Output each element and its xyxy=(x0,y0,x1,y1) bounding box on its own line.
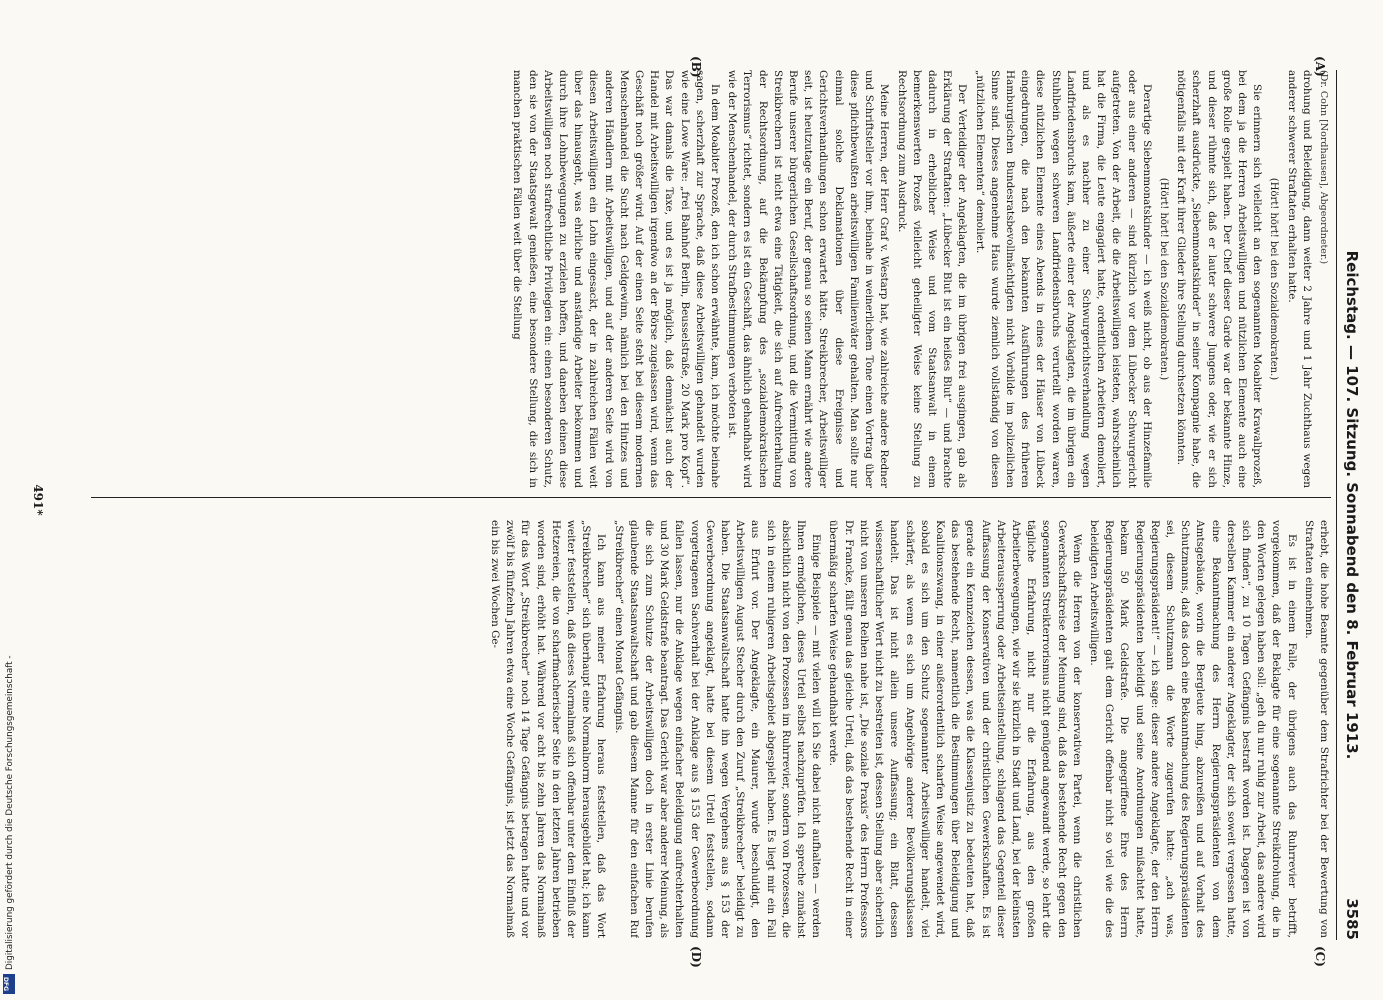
paragraph: Wenn die Herren von der konservativen Partei, wenn die christlichen Gewerkschaftskreise der Meinung sind, daß das bestehende Recht gegen den sogenannten Streikterrorismus nicht genügend angewandt werde, so lehrt die tägliche Erfahrung, nicht nur die Erfahrung, aus den großen Arbeiterbewegungen, wie wir sie kürzlich in Stadt und Land, bei der kleinsten Arbeiteraussperrung oder Arbeitseinstellung, schlagend das Gegenteil dieser Auffassung der Konservativen und der christlichen Gewerkschaften. Es ist gerade ein Kennzeichen dessen, was die Klassenjustiz zu bedeuten hat, daß das bestehende Recht, namentlich die Bestimmungen über Beleidigung und Koalitionszwang, in einer außerordentlich scharfen Weise angewendet wird, sobald es sich um den Schutz sogenannter Arbeitswilliger handelt, viel schärfer, als wenn es sich um Angehörige anderer Bevölkerungsklassen handelt. Das ist nicht allein unsere Auffassung; ein Blatt, dessen wissenschaftlicher Wert nicht zu bestreiten ist, dessen Stellung aber sicherlich nicht von unseren Reihen nahe ist, „Die soziale Praxis“ des Herrn Professors Dr. Francke, fällt genau das gleiche Urteil, daß das bestehende Recht in einer übermäßig scharfen Weise gehandhabt werde. xyxy=(827,520,1083,938)
header-rule xyxy=(1336,70,1337,940)
paragraph: Meine Herren, der Herr Graf v. Westarp hat, wie zahlreiche andere Redner und Schriftsteller vor ihm, beinahe in weinerlichem Tone einen Vortrag über diese pflichtbewußten arbeitswilligen Familienväter gehalten. Man sollte nur einmal solche Deklamationen über diese Ereignisse und Gerichtsverhandlungen schon erwartet hätte. Streikbrecher, Arbeitswilliger seit, ist heutzutage ein Beruf, der genau so seinen Mann ernährt wie andere Berufe unserer bürgerlichen Gesellschaftsordnung, und die Vermittlung von Streikbrechern ist nicht etwa eine Tätigkeit, die sich auf Aufrechterhaltung der Rechtsordnung, auf die Bekämpfung des „sozialdemokratischen Terrorismus“ richtet, sondern es ist ein Geschäft, das ähnlich gehandhabt wird wie der Menschenhandel, der durch Strafbestimmungen verboten ist. xyxy=(726,70,891,488)
paragraph: Derartige Siebenmonatskinder — ich weiß nicht, ob aus der Hinzefamilie oder aus einer anderen — sind kürzlich vor dem Lübecker Schwurgericht aufgetreten. Von der Arbeit, die die Arbeitswilligen leisteten, wahrscheinlich hat die Firma, die Leute engagiert hatte, ordentlichen Arbeitern demoliert, und als es nachher zu einer Schwurgerichtsverhandlung wegen Landfriedensbruchs kam, äußerte einer der Angeklagten, die im übrigen ein Stuhlbein wegen schweren Landfriedensbruchs verurteilt worden waren, diese nützlichen Elemente eines Abends in eines der Häuser von Lübeck eingedrungen, die nach den bekannten Ausführungen des früheren Hamburgischen Bundesratsbevollmächtigten nicht Vorbilde im polizeilichen Sinne sind. Dieses angenehme Haus wurde ziemlich vollständig von diesen „nützlichen Elementen“ demoliert. xyxy=(973,70,1153,488)
paragraph: erhebt, die hohe Beamte gegenüber dem Strafrichter bei der Bewertung von Straftaten einnehmen. xyxy=(1302,520,1330,938)
page-header xyxy=(1339,70,1361,940)
margin-marker-b: (B) xyxy=(689,56,703,78)
paragraph: Ich kann aus meiner Erfahrung heraus feststellen, daß das Wort „Streikbrecher“ sich überhaupt eine Normalnorm herausgebildet hat; ich kann weiter feststellen, daß dieses Normalmaß sich offenbar unter dem Einfluß der Hetzereien, die von scharfmacherischer Seite in den letzten Jahren betrieben worden sind, erhöht hat. Während vor acht bis zehn Jahren das Normalmaß für das Wort „Streikbrecher“ noch 14 Tage Gefängnis betragen hatte und vor zwölf bis fünfzehn Jahren etwa eine Woche Gefängnis, ist jetzt das Normalmaß ein bis zwei Wochen Ge- xyxy=(489,520,608,938)
paragraph: Sie erinnern sich vielleicht an den sogenannten Moabiter Krawallprozeß, bei dem ja die Herren Arbeitswilligen und nützlichen Elemente auch eine große Rolle gespielt haben. Der Chef dieser Garde war der bekannte Hinze, und dieser rühmte sich, daß er lauter schwere Jungens oder, wie er sich scherzhaft ausdrückte, „Siebenmonatskinder“ in seiner Kompagnie habe, die nötigenfalls mit der Kraft ihrer Glieder ihre Stellung durchsetzen könnten. xyxy=(1175,70,1264,488)
right-text-column xyxy=(76,520,1331,938)
interjection: (Hört! hört! bei den Sozialdemokraten.) xyxy=(1157,177,1169,381)
digitization-credit xyxy=(1,0,15,1000)
margin-marker-c: (C) xyxy=(1313,946,1327,967)
credit-text: Digitalisierung gefördert durch die Deutsche Forschungsgemeinschaft - xyxy=(5,655,15,970)
paragraph: Es ist in einem Falle, der übrigens auch das Ruhrrevier betrifft, vorgekommen, daß der Beklagte für eine sogenannte Streikdrohung, die in den Worten gelegen haben soll: „geh du nur ruhig zur Arbeit, das andere wird sich finden“, zu 10 Tagen Gefängnis bestraft worden ist. Dagegen ist von derselben Kammer ein anderer Angeklagter, der sich soweit vergessen hatte, eine Bekanntmachung des Herrn Regierungspräsidenten von dem Amtsgebäude, worin die Bergleute hing, abzureißen und auf Vorhalt des Schutzmanns, daß das doch eine Bekanntmachung des Regierungspräsidenten sei, diesem Schutzmann die Worte zugerufen hatte: „ach was, Regierungspräsident!“ — ich sage: dieser andere Angeklagte, der den Herrn Regierungspräsidenten beleidigt und seine Anordnungen mißachtet hatte, bekam 50 Mark Geldstrafe. Die angegriffene Ehre des Herrn Regierungspräsidenten galt dem Gericht offenbar nicht so viel wie die des beleidigten Arbeitswilligen. xyxy=(1087,520,1298,938)
footer-page-number: 491* xyxy=(31,484,45,516)
paragraph: Einige Beispiele — mit vielen will ich Sie dabei nicht aufhalten — werden Ihnen ermöglichen, dieses Urteil selbst nachzuprüfen. Ich spreche zunächst absichtlich nicht von den Prozessen im Ruhrrevier, sondern von Prozessen, die sich in einem ruhigeren Arbeitsgebiet abgespielt haben. Es liegt mir ein Fall aus Erfurt vor. Der Angeklagte, ein Maurer, wurde beschuldigt, den Arbeitswilligen August Stecher durch den Zuruf „Streikbrecher“ beleidigt zu haben. Die Staatsanwaltschaft hatte ihn wegen Vergehens aus § 153 der Gewerbeordnung angeklagt, hatte bei diesem Urteil feststellen, sodann vorgetragenen Sachverhalt bei der Anklage aus § 153 der Gewerbeordnung fallen lassen, nur die Anklage wegen einfacher Beleidigung aufrechterhalten und 30 Mark Geldstrafe beantragt. Das Gericht war aber anderer Meinung, als die sich zum Schutze der Arbeitswilligen doch in erster Linie berufen glaubende Staatsanwaltschaft und gab diesem Manne für den einfachen Ruf „Streikbrecher“ einen Monat Gefängnis. xyxy=(612,520,823,938)
header-page-number: 3585 xyxy=(1343,898,1361,940)
column-divider xyxy=(91,497,1331,498)
header-title: Reichstag. — 107. Sitzung. Sonnabend den 8. Februar 1913. xyxy=(1343,250,1361,760)
interjection: (Hört! hört! bei den Sozialdemokraten.) xyxy=(1268,177,1280,381)
margin-marker-d: (D) xyxy=(689,946,703,968)
margin-marker-a: (A) xyxy=(1313,56,1327,77)
paragraph: Der Verteidiger der Angeklagten, die im übrigen frei ausgingen, gab als Erklärung der Straftaten: „Lübecker Blut ist ein heißes Blut“ — und brachte dadurch in erheblicher Weise und vom Staatsanwalt in einem bemerkenswerten Prozeß vielleicht geheiligter Weise keine Stellung zu Rechtsordnung zum Ausdruck. xyxy=(895,70,969,488)
paragraph: drohung und Beleidigung, dann weiter 2 Jahre und 1 Jahr Zuchthaus wegen anderer schwerer Straftaten erhalten hatte. xyxy=(1285,70,1313,488)
left-text-column xyxy=(76,70,1331,488)
dfg-logo: DFG xyxy=(3,974,15,994)
speaker-line: (Dr. Cohn [Nordhausen], Abgeordneter.) xyxy=(1318,70,1329,265)
paragraph: In dem Moabiter Prozeß, den ich schon erwähnte, kam, ich möchte beinahe sagen, scherzhaft zur Sprache, daß diese Arbeitswilligen gehandelt wurden wie eine Lowe Ware: „frei Bahnhof Berlin, Beusselstraße, 20 Mark pro Kopf“. Das war damals die Taxe, und es ist ja möglich, daß demnächst auch der Handel mit Arbeitswilligen irgendwo an der Börse zugelassen wird, wenn das Geschäft noch größer wird. Auf der einen Seite steht bei diesem modernen Menschenhandel die Sucht nach Geldgewinn, nämlich bei den Hintzes und anderen Händlern mit Arbeitswilligen, und auf der anderen Seite wird von diesen Arbeitswilligen ein Lohn eingesackt, der in zahlreichen Fällen weit über das hinausgeht, was ehrliche und anständige Arbeiter bekommen und durch ihre Lohnbewegungen zu erzielen hoffen, und daneben deinen diese Arbeitswilligen noch strafrechtliche Privilegien ein: einen besonderen Schutz, den sie von der Staatsgewalt genießen, eine besondere Stellung, die sich in manchen praktischen Fällen weit über die Stellung xyxy=(511,70,722,488)
